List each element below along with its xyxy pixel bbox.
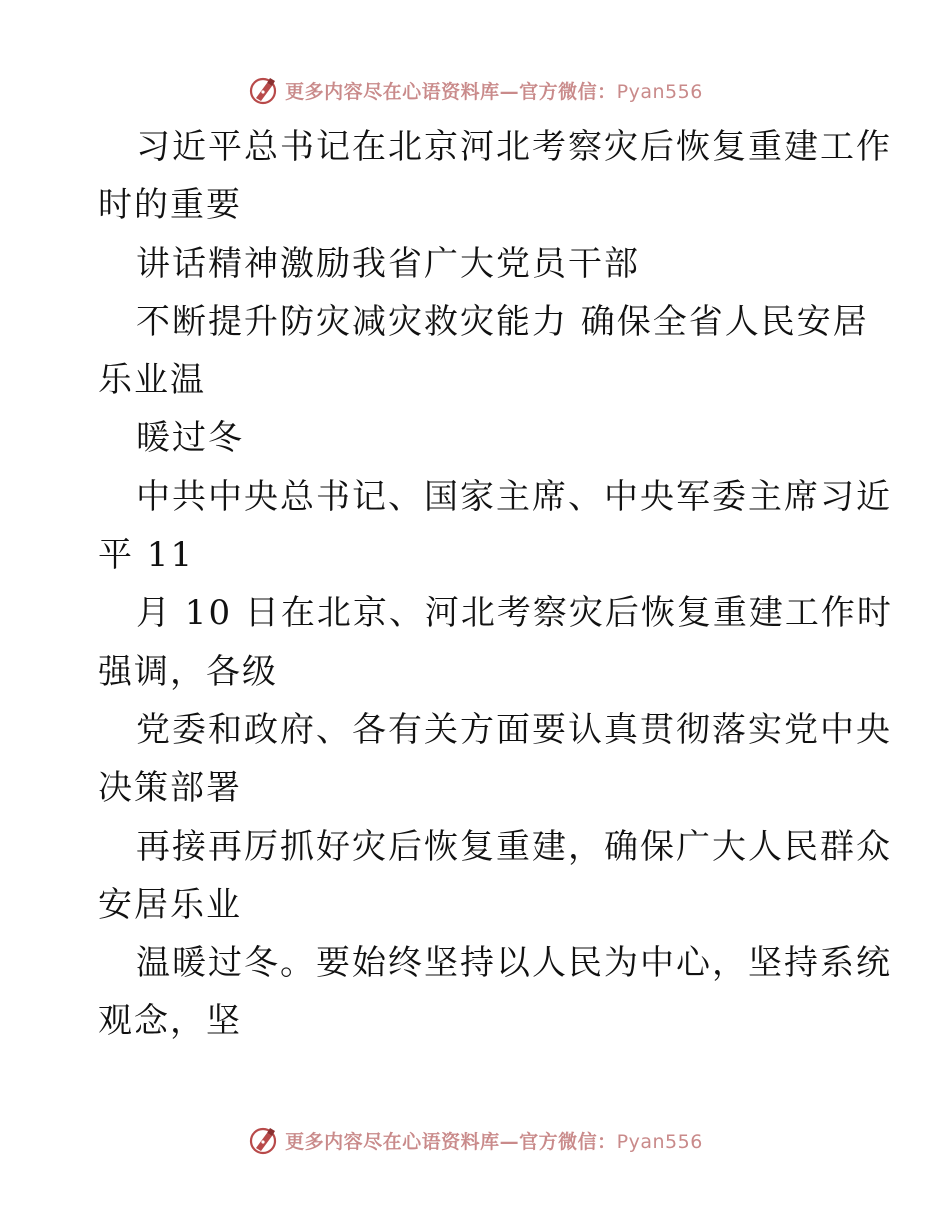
header-watermark: [0, 70, 950, 110]
text-line: 强调，各级: [98, 651, 278, 692]
text-line: 决策部署: [98, 768, 242, 809]
text-line: 平 11: [98, 535, 195, 576]
text-line: 月 10 日在北京、河北考察灾后恢复重建工作时: [136, 593, 893, 634]
text-line: 不断提升防灾减灾救灾能力 确保全省人民安居: [136, 301, 869, 342]
text-line: 中共中央总书记、国家主席、中央军委主席习近: [136, 476, 892, 517]
text-line: 乐业温: [98, 360, 206, 401]
text-line: 习近平总书记在北京河北考察灾后恢复重建工作: [136, 127, 892, 167]
footer-watermark: [0, 1120, 950, 1160]
text-line: 时的重要: [98, 185, 242, 226]
text-line: 温暖过冬。要始终坚持以人民为中心，坚持系统: [136, 943, 892, 984]
text-line: 讲话精神激励我省广大党员干部: [136, 243, 640, 284]
text-line: 观念，坚: [98, 1001, 242, 1042]
text-line: 安居乐业: [98, 884, 242, 925]
pen-nib-icon: [247, 1124, 279, 1156]
text-line: 暖过冬: [136, 418, 244, 459]
text-line: 再接再厉抓好灾后恢复重建，确保广大人民群众: [136, 826, 892, 867]
watermark-text: 更多内容尽在心语资料库—官方微信：Pyan556: [285, 1130, 703, 1153]
document-body: [98, 118, 893, 1051]
text-line: 党委和政府、各有关方面要认真贯彻落实党中央: [136, 709, 892, 750]
pen-nib-icon: [247, 74, 279, 106]
watermark-text: 更多内容尽在心语资料库—官方微信：Pyan556: [285, 80, 703, 103]
